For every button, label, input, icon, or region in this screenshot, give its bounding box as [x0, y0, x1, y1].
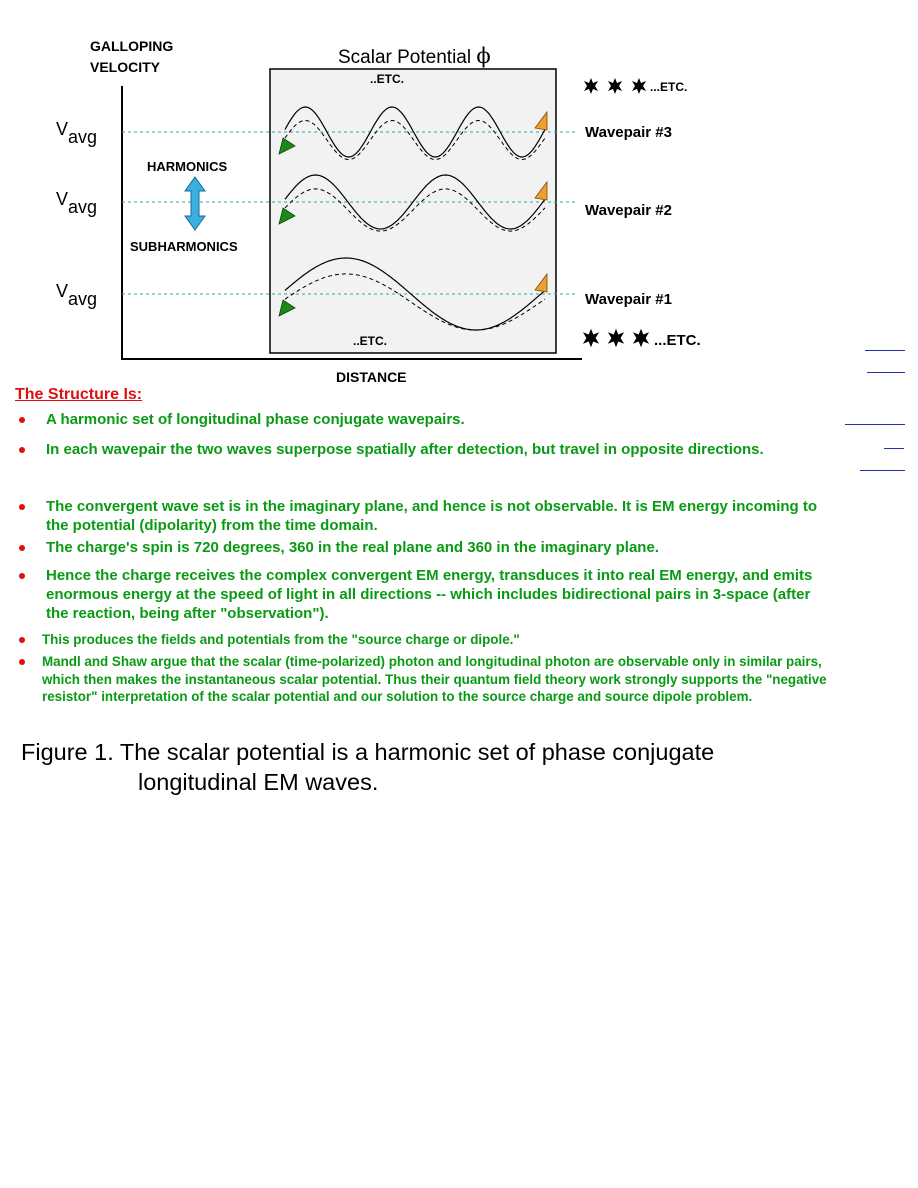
diagram-title	[338, 44, 491, 68]
svg-text:V: V	[56, 189, 69, 209]
figure-caption-line2: longitudinal EM waves.	[138, 769, 379, 795]
figure-caption	[21, 737, 714, 797]
bullet-icon	[19, 573, 25, 579]
harmonics-double-arrow	[185, 177, 205, 230]
diagram-title-text: Scalar Potential	[338, 47, 477, 68]
wave-panel	[270, 69, 556, 353]
star-icon	[608, 78, 622, 94]
side-link-1[interactable]	[865, 350, 905, 351]
figure-caption-line1: Figure 1. The scalar potential is a harmonic set of phase conjugate	[21, 739, 715, 765]
stars-bottom-etc: ...ETC.	[654, 332, 701, 349]
stars-bottom	[583, 329, 701, 349]
svg-text:avg: avg	[68, 289, 98, 309]
scalar-potential-diagram	[0, 0, 918, 390]
star-icon	[633, 329, 649, 347]
side-link-5[interactable]	[860, 470, 905, 471]
x-axis-label: DISTANCE	[336, 369, 407, 385]
star-icon	[584, 78, 598, 94]
list-item-text: This produces the fields and potentials from the "source charge or dipole."	[42, 632, 520, 647]
etc-bottom-label: ..ETC.	[353, 334, 388, 348]
vavg-label-3	[56, 119, 97, 147]
y-axis-label-line1: GALLOPING	[90, 38, 174, 54]
stars-top	[584, 78, 687, 94]
list-item-text: The convergent wave set is in the imaginary plane, and hence is not observable. It is EM energy incoming to the potential (dipolarity) from the time domain.	[46, 498, 818, 534]
bullet-icon	[19, 417, 25, 423]
star-icon	[608, 329, 624, 347]
svg-text:avg: avg	[68, 197, 98, 217]
side-link-4[interactable]	[884, 448, 904, 449]
svg-text:avg: avg	[68, 127, 98, 147]
subharmonics-label: SUBHARMONICS	[130, 239, 238, 254]
wavepair-label-2: Wavepair #2	[585, 202, 672, 219]
vavg-label-1	[56, 281, 97, 309]
bullet-icon	[19, 659, 25, 665]
harmonics-label: HARMONICS	[147, 159, 228, 174]
bullet-icon	[19, 447, 25, 453]
svg-text:V: V	[56, 119, 69, 139]
list-item-text: Mandl and Shaw argue that the scalar (time-polarized) photon and longitudinal photon are observable only in similar pairs, which then makes the instantaneous scalar potential. Thus their quantum field theory work strongly supports the "negative resistor" interpretation of the scalar potential and our solution to the source charge and source dipole problem.	[42, 654, 827, 704]
side-link-3[interactable]	[845, 424, 905, 425]
structure-heading: The Structure Is:	[15, 386, 143, 403]
wavepair-label-1: Wavepair #1	[585, 291, 672, 308]
list-item-text: Hence the charge receives the complex convergent EM energy, transduces it into real EM energy, and emits enormous energy at the speed of light in all directions -- which includes bidirectional pairs in 3-space (after the reaction, being after "observation").	[46, 567, 813, 622]
etc-top-label: ..ETC.	[370, 72, 405, 86]
list-item-text: In each wavepair the two waves superpose spatially after detection, but travel in opposite directions.	[46, 441, 764, 458]
svg-text:V: V	[56, 281, 69, 301]
stars-top-etc: ...ETC.	[650, 80, 688, 94]
wavepair-label-3: Wavepair #3	[585, 124, 672, 141]
star-icon	[632, 78, 646, 94]
y-axis-label-line2: VELOCITY	[90, 59, 161, 75]
phi-symbol: ϕ	[476, 44, 491, 68]
list-item-text: The charge's spin is 720 degrees, 360 in the real plane and 360 in the imaginary plane.	[46, 539, 659, 556]
star-icon	[583, 329, 599, 347]
list-item-text: A harmonic set of longitudinal phase conjugate wavepairs.	[46, 411, 465, 428]
side-link-2[interactable]	[867, 372, 905, 373]
bullet-icon	[19, 504, 25, 510]
bullet-icon	[19, 545, 25, 551]
vavg-label-2	[56, 189, 97, 217]
bullet-icon	[19, 637, 25, 643]
